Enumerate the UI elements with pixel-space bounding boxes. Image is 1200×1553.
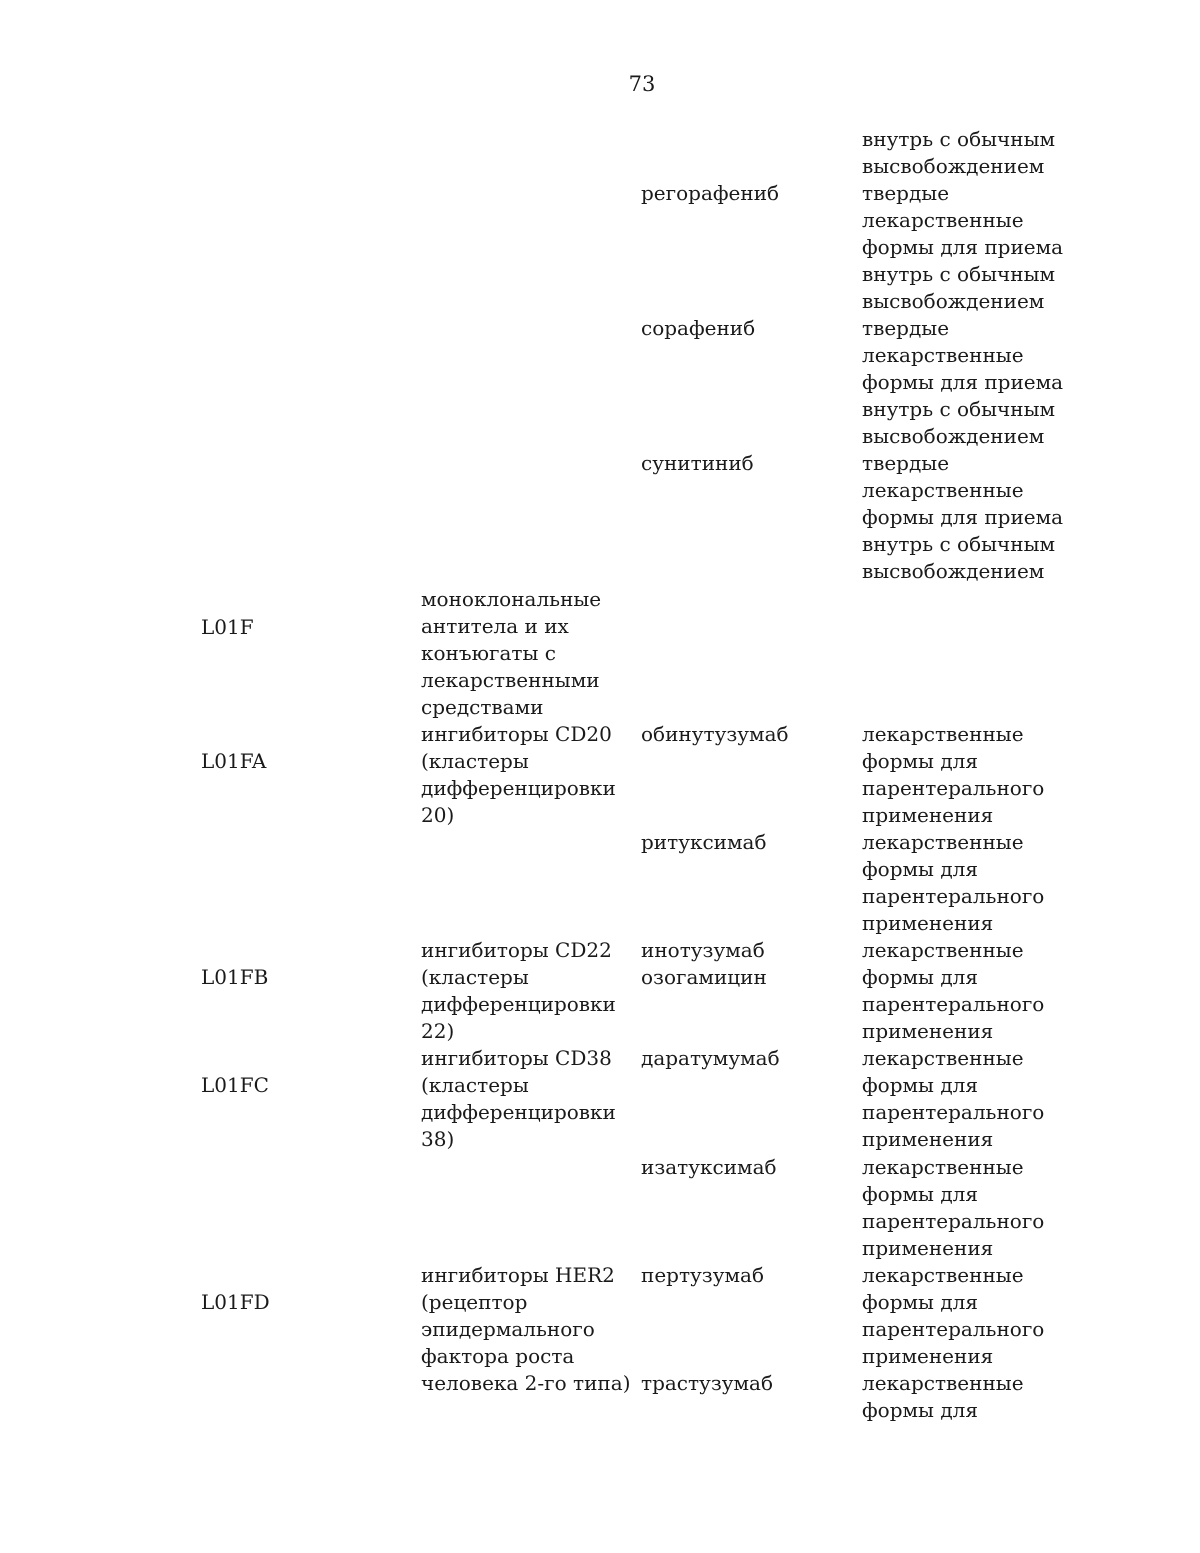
dosage-form: лекарственные формы для парентерального применения [862,722,1045,827]
drug-name: даратумумаб [641,1046,780,1070]
dosage-form: лекарственные формы для парентерального применения [862,938,1045,1043]
drug-name: трастузумаб [641,1371,774,1395]
atc-group: ингибиторы CD20 (кластеры дифференцировки 20) [421,722,616,827]
atc-code: L01FD [201,1290,270,1314]
atc-code: L01F [201,615,254,639]
drug-name: изатуксимаб [641,1155,777,1179]
drug-name: сорафениб [641,316,756,340]
dosage-form: лекарственные формы для парентерального применения [862,830,1045,935]
dosage-form-continuation: внутрь с обычным высвобождением [862,127,1056,178]
page-number: 73 [628,72,656,96]
atc-group: ингибиторы HER2 (рецептор эпидермального фактора роста человека 2-го типа) [421,1263,631,1395]
drug-name: сунитиниб [641,451,754,475]
drug-name: обинутузумаб [641,722,789,746]
dosage-form: лекарственные формы для парентерального применения [862,1046,1045,1151]
atc-code: L01FB [201,965,269,989]
atc-group: ингибиторы CD22 (кластеры дифференцировки 22) [421,938,616,1043]
dosage-form: лекарственные формы для [862,1371,1024,1422]
atc-group: ингибиторы CD38 (кластеры дифференцировки 38) [421,1046,616,1151]
atc-group: моноклональные антитела и их конъюгаты с лекарственными средствами [421,587,602,719]
atc-code: L01FC [201,1073,269,1097]
drug-name: пертузумаб [641,1263,764,1287]
drug-name: инотузумаб озогамицин [641,938,767,989]
drug-name: регорафениб [641,181,780,205]
dosage-form: твердые лекарственные формы для приема внутрь с обычным высвобождением [862,316,1064,448]
dosage-form: лекарственные формы для парентерального применения [862,1263,1045,1368]
dosage-form: твердые лекарственные формы для приема внутрь с обычным высвобождением [862,451,1064,583]
atc-code: L01FA [201,749,267,773]
drug-name: ритуксимаб [641,830,767,854]
dosage-form: твердые лекарственные формы для приема внутрь с обычным высвобождением [862,181,1064,313]
dosage-form: лекарственные формы для парентерального применения [862,1155,1045,1260]
